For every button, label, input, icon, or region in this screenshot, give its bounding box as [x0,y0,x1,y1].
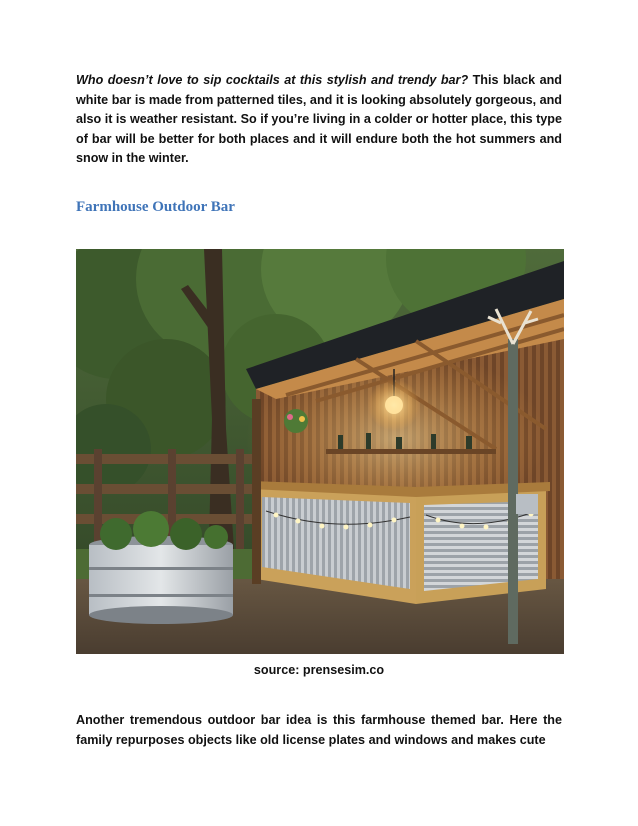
next-paragraph: Another tremendous outdoor bar idea is this farmhouse themed bar. Here the family repurposes objects like old license plates and windows and makes cute [76,713,562,747]
photo-caption: source: prensesim.co [253,663,385,677]
farmhouse-bar-photo [76,249,564,654]
intro-body: This black and white bar is made from patterned tiles, and it is looking absolutely gorgeous, and also it is weather resistant. So if you’re living in a colder or hotter place, this type of bar will be better for both places and it will endure both the hot summers and snow in the winter. [76,73,562,165]
intro-lead-italic: Who doesn’t love to sip cocktails at this stylish and trendy bar? [76,73,469,87]
intro-paragraph [76,71,562,169]
section-heading: Farmhouse Outdoor Bar [76,199,235,215]
